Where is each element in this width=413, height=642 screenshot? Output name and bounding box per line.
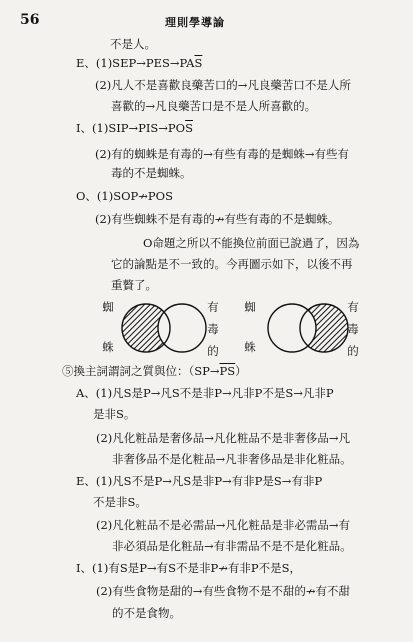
venn-diagram-right [260,302,356,354]
text-line: O、(1)SOP↛POS [76,189,173,203]
page-number: 56 [20,12,40,28]
text-line: 非奢侈品不是化粧品→凡非奢侈品是非化粧品。 [112,452,352,466]
text-line: (2)凡化粧品不是必需品→凡化粧品是非必需品→有 [96,518,351,532]
text-line: O命題之所以不能換位前面已說過了，因為 [143,236,360,250]
text-line: (2)有些食物是甜的→有些食物不是不甜的↛有不甜 [96,584,351,598]
text-line: 非必須品是化粧品→有非需品不是不是化粧品。 [112,539,352,553]
text-line: (2)凡化粧品是奢侈品→凡化粧品不是非奢侈品→凡 [96,431,351,445]
text-line: 不是人。 [110,37,156,51]
text-line: 重贅了。 [111,278,157,292]
text-line: 毒的不是蜘蛛。 [111,166,192,180]
text-line: 是非S。 [93,407,136,421]
text-line-e1: E、$(1)SEP\to PES\to PA\overline{S}$ [76,56,203,70]
venn-left-right-label: 有 毒 的 [207,300,219,358]
venn-left-label: 蜘 蛛 [102,300,114,354]
running-title: 理則學導論 [165,16,225,29]
text-line: I、(1)有S是P→有S不是非P↛有非P不是S， [76,561,301,575]
text-line: (2)凡人不是喜歡良藥苦口的→凡良藥苦口不是人所 [95,78,351,92]
text-line: 喜歡的→凡良藥苦口是不是人所喜歡的。 [111,99,317,113]
text-line: 它的論點是不一致的。今再圖示如下，以後不再 [111,257,353,271]
venn-diagram-left [118,302,214,354]
venn-right-label: 有 毒 的 [347,300,359,358]
text-line: 的不是食物。 [112,606,181,620]
text-line: E、(1)凡S不是P→凡S是非P→有非P是S→有非P [76,474,323,488]
venn-right-left-label: 蜘 蛛 [244,300,256,354]
text-line: (2)有些蜘蛛不是有毒的↛有些有毒的不是蜘蛛。 [95,212,340,226]
text-line: 不是非S。 [93,495,147,509]
section-heading: ⑤換主詞謂詞之質與位：$(SP\to\overline{P}\overline{S})$ [62,364,247,378]
text-line: A、(1)凡S是P→凡S不是非P→凡非P不是S→凡非P [76,386,334,400]
text-line-i1: I、$(1)SIP\to PIS\to PO\overline{S}$ [76,121,193,135]
text-line: (2)有的蜘蛛是有毒的→有些有毒的是蜘蛛→有些有 [95,147,350,161]
